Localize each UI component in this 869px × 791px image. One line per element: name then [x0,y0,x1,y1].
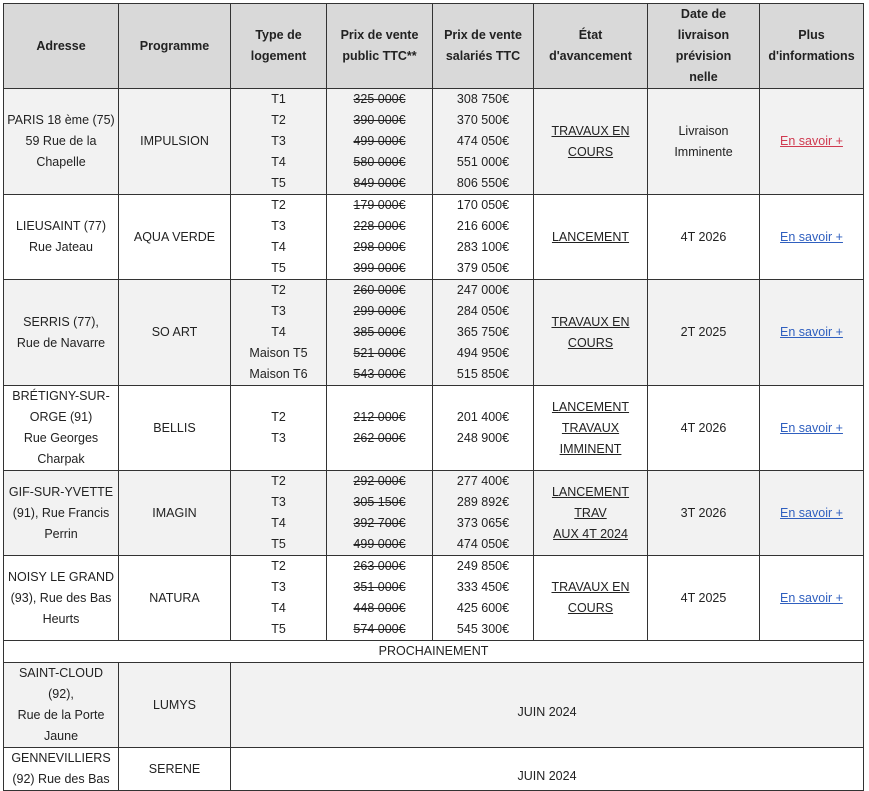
housing-types-line: T4 [271,601,286,615]
housing-types-line: T2 [271,559,286,573]
employee-prices-line: 216 600€ [456,219,510,233]
program-address-line: Heurts [42,611,80,626]
housing-types-line: T3 [271,495,286,509]
public-prices-line: 574 000€ [353,622,406,636]
progress-status-link-line: COURS [567,335,614,350]
more-info-link[interactable]: En savoir + [780,325,843,339]
program-address-line: GIF-SUR-YVETTE [8,484,114,499]
public-prices-line: 298 000€ [353,240,406,254]
housing-types [231,280,327,386]
housing-types-line: T4 [271,155,286,169]
housing-types-line: T2 [271,474,286,488]
public-prices [327,386,433,471]
header-date-livraison: Date de livraison prévision nelle [648,4,760,89]
delivery-date [648,280,760,386]
employee-prices-line: 247 000€ [456,283,510,297]
more-info-cell [760,556,864,641]
public-prices [327,556,433,641]
public-prices [327,280,433,386]
public-prices [327,471,433,556]
housing-types-line: T2 [271,113,286,127]
upcoming-address-line: (92) Rue des Bas [12,772,110,786]
more-info-link[interactable]: En savoir + [780,420,843,435]
program-name: AQUA VERDE [119,195,231,280]
program-row [4,556,864,641]
public-prices-line: 305 150€ [353,495,406,509]
employee-prices [433,556,534,641]
program-row [4,386,864,471]
progress-status-link-line: LANCEMENT [551,229,630,244]
upcoming-program-name: LUMYS [119,663,231,748]
employee-prices-line: 284 050€ [456,304,510,318]
housing-types-line: T3 [271,219,286,233]
upcoming-row [4,663,864,748]
upcoming-address-line: GENNEVILLIERS [11,751,111,765]
progress-status-link-line: COURS [567,144,614,159]
housing-types-line: Maison T5 [249,346,308,360]
employee-prices-line: 370 500€ [456,113,510,127]
program-address-line: Charpak [37,452,85,466]
program-address-line: Perrin [44,526,78,541]
more-info-link[interactable]: En savoir + [780,229,843,244]
upcoming-row [4,748,864,791]
housing-types [231,195,327,280]
employee-prices-line: 308 750€ [456,92,510,106]
upcoming-address [4,663,119,748]
employee-prices-line: 551 000€ [456,155,510,169]
public-prices-line: 262 000€ [353,431,406,445]
progress-status-link-line: LANCEMENT TRAV [551,484,630,520]
program-name: NATURA [119,556,231,641]
public-prices-line: 299 000€ [353,304,406,318]
delivery-date [648,386,760,471]
program-name: BELLIS [119,386,231,471]
public-prices-line: 325 000€ [353,92,406,106]
program-name: SO ART [119,280,231,386]
housing-types-line: T3 [271,304,286,318]
program-row [4,471,864,556]
employee-prices-line: 515 850€ [456,367,510,381]
header-etat: État d'avancement [534,4,648,89]
more-info-cell [760,89,864,195]
program-name: IMPULSION [119,89,231,195]
public-prices-line: 390 000€ [353,113,406,127]
program-address-line: NOISY LE GRAND [7,569,115,584]
delivery-date [648,89,760,195]
more-info-link[interactable]: En savoir + [780,134,843,148]
housing-types-line: T5 [271,622,286,636]
employee-prices [433,195,534,280]
progress-status-link-line: TRAVAUX [561,420,620,435]
upcoming-address-line: SAINT-CLOUD (92), [18,666,104,701]
public-prices [327,89,433,195]
housing-types [231,471,327,556]
header-programme: Programme [119,4,231,89]
housing-types-line: T3 [271,431,286,445]
program-address [4,471,119,556]
program-row [4,89,864,195]
program-address [4,195,119,280]
public-prices-line: 351 000€ [353,580,406,594]
delivery-date-line: 4T 2026 [680,420,727,435]
header-plus-info: Plus d'informations [760,4,864,89]
public-prices-line: 263 000€ [353,559,406,573]
more-info-link[interactable]: En savoir + [780,590,843,605]
public-prices-line: 179 000€ [353,198,406,212]
delivery-date-line: Livraison [678,123,729,138]
employee-prices-line: 201 400€ [456,410,510,424]
housing-types-line: T3 [271,580,286,594]
header-row [4,4,864,89]
program-address [4,556,119,641]
upcoming-program-name: SERENE [119,748,231,791]
public-prices-line: 543 000€ [353,367,406,381]
progress-status-link[interactable] [534,556,648,641]
delivery-date [648,471,760,556]
section-separator-row [4,641,864,663]
employee-prices-line: 545 300€ [456,622,510,636]
delivery-date-line: 4T 2026 [680,229,727,244]
program-row [4,280,864,386]
program-address-line: SERRIS (77), [23,314,99,329]
upcoming-address-line: Jaune [43,729,79,743]
housing-types-line: T4 [271,240,286,254]
employee-prices [433,89,534,195]
program-address-line: Rue de Navarre [16,335,106,350]
program-address [4,386,119,471]
upcoming-date: JUIN 2024 [231,663,864,748]
employee-prices-line: 474 050€ [456,134,510,148]
employee-prices [433,471,534,556]
housing-types-line: T4 [271,516,286,530]
employee-prices-line: 379 050€ [456,261,510,275]
upcoming-date: JUIN 2024 [231,748,864,791]
employee-prices-line: 289 892€ [456,495,510,509]
more-info-link[interactable]: En savoir + [780,505,843,520]
housing-types-line: T5 [271,176,286,190]
upcoming-address-line: Rue de la Porte [17,708,105,722]
public-prices-line: 580 000€ [353,155,406,169]
housing-types-line: T5 [271,261,286,275]
progress-status-link[interactable] [534,471,648,556]
program-name: IMAGIN [119,471,231,556]
delivery-date-line: 3T 2026 [680,505,727,520]
program-row [4,195,864,280]
housing-types [231,89,327,195]
program-address [4,280,119,386]
upcoming-address [4,748,119,791]
employee-prices-line: 249 850€ [456,559,510,573]
progress-status-link-line: COURS [567,601,614,615]
employee-prices-line: 283 100€ [456,240,510,254]
employee-prices-line: 425 600€ [456,601,510,615]
progress-status-link[interactable] [534,386,648,471]
employee-prices-line: 170 050€ [456,198,510,212]
public-prices-line: 385 000€ [353,325,406,339]
employee-prices [433,280,534,386]
public-prices-line: 228 000€ [353,219,406,233]
program-address-line: 59 Rue de la [25,134,97,148]
more-info-cell [760,471,864,556]
public-prices-line: 260 000€ [353,283,406,297]
housing-types-line: T2 [271,410,286,424]
housing-types-line: T5 [271,537,286,551]
employee-prices-line: 474 050€ [456,537,510,551]
public-prices-line: 392 700€ [353,516,406,530]
header-prix-salaries: Prix de vente salariés TTC [433,4,534,89]
programs-table [3,3,864,791]
progress-status-link[interactable] [534,195,648,280]
header-adresse: Adresse [4,4,119,89]
delivery-date-line: 2T 2025 [680,325,727,339]
public-prices [327,195,433,280]
public-prices-line: 499 000€ [353,537,406,551]
progress-status-link-line: TRAVAUX EN [551,314,630,329]
delivery-date [648,556,760,641]
public-prices-line: 292 000€ [353,474,406,488]
program-address-line: BRÉTIGNY-SUR- [12,389,110,403]
section-label: PROCHAINEMENT [4,641,864,663]
progress-status-link-line: LANCEMENT [551,399,630,414]
program-address-line: LIEUSAINT (77) [15,219,107,233]
progress-status-link-line: IMMINENT [559,441,622,456]
employee-prices-line: 248 900€ [456,431,510,445]
more-info-cell [760,195,864,280]
progress-status-link-line: TRAVAUX EN [551,580,630,594]
delivery-date [648,195,760,280]
program-address-line: Rue Jateau [29,240,93,254]
housing-types-line: Maison T6 [249,367,308,381]
program-address-line: (93), Rue des Bas [10,590,112,605]
more-info-cell [760,386,864,471]
program-address-line: Chapelle [36,155,86,169]
header-type-logement: Type de logement [231,4,327,89]
housing-types [231,386,327,471]
employee-prices-line: 365 750€ [456,325,510,339]
program-address [4,89,119,195]
employee-prices-line: 494 950€ [456,346,510,360]
public-prices-line: 849 000€ [353,176,406,190]
progress-status-link[interactable] [534,89,648,195]
progress-status-link-line: AUX 4T 2024 [553,526,628,541]
housing-types-line: T2 [271,198,286,212]
progress-status-link[interactable] [534,280,648,386]
housing-types-line: T4 [271,325,286,339]
public-prices-line: 499 000€ [353,134,406,148]
employee-prices-line: 277 400€ [456,474,510,488]
housing-types-line: T3 [271,134,286,148]
public-prices-line: 448 000€ [353,601,406,615]
housing-types-line: T2 [271,283,286,297]
progress-status-link-line: TRAVAUX EN [551,123,630,138]
program-address-line: (91), Rue Francis [12,505,110,520]
delivery-date-line: 4T 2025 [680,590,727,605]
more-info-cell [760,280,864,386]
employee-prices-line: 806 550€ [456,176,510,190]
delivery-date-line: Imminente [674,144,733,159]
program-address-line: ORGE (91) [29,410,93,424]
public-prices-line: 521 000€ [353,346,406,360]
public-prices-line: 212 000€ [353,410,406,424]
header-prix-public: Prix de vente public TTC** [327,4,433,89]
program-address-line: Rue Georges [23,431,99,445]
housing-types [231,556,327,641]
employee-prices-line: 373 065€ [456,516,510,530]
housing-types-line: T1 [271,92,286,106]
employee-prices [433,386,534,471]
employee-prices-line: 333 450€ [456,580,510,594]
program-address-line: PARIS 18 ème (75) [7,113,115,127]
public-prices-line: 399 000€ [353,261,406,275]
